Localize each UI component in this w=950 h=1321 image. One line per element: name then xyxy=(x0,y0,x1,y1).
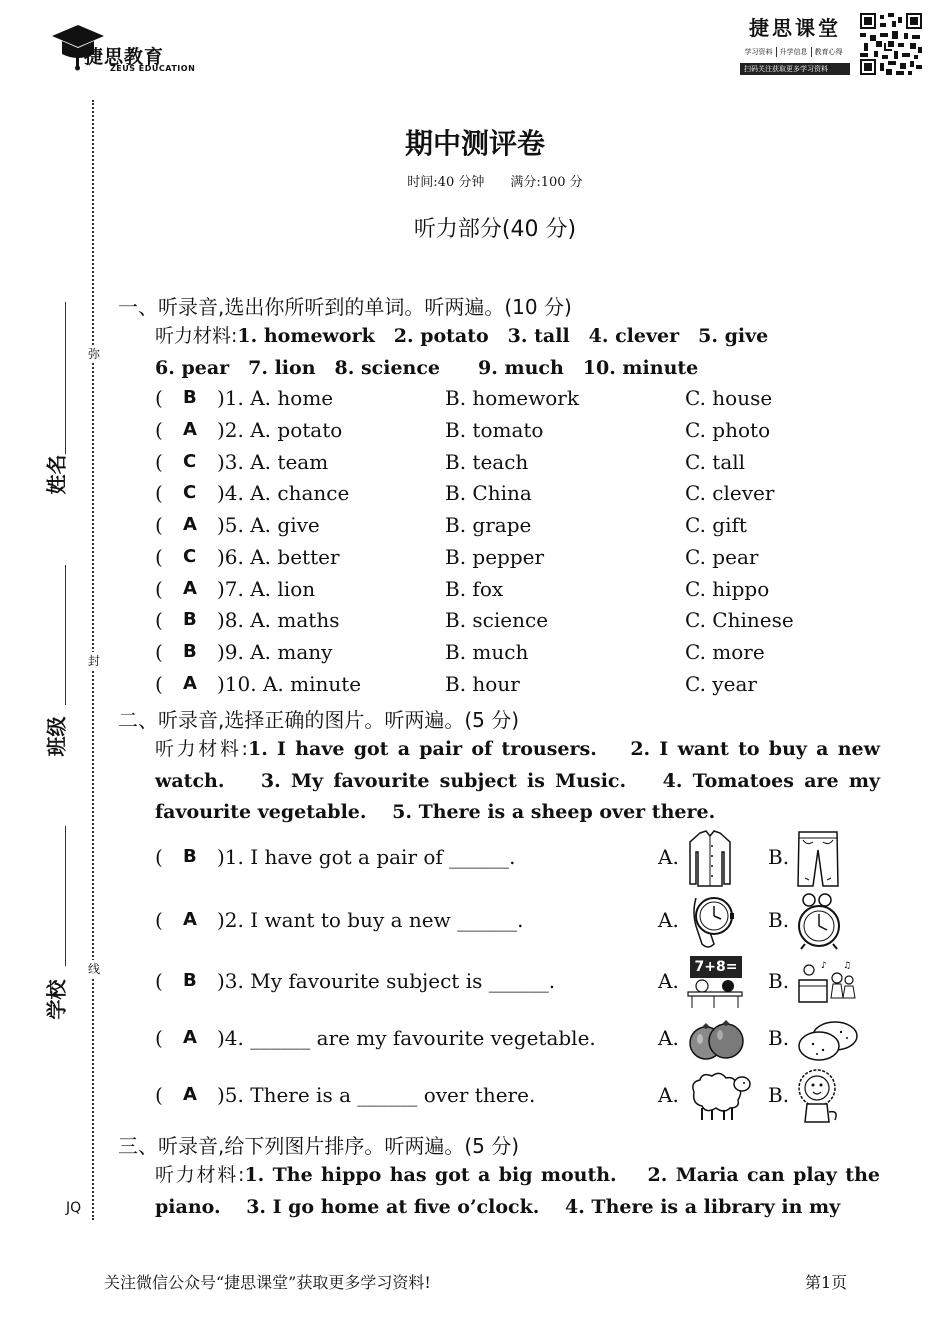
open-paren: ( xyxy=(155,969,163,993)
open-paren: ( xyxy=(155,908,163,932)
brand-block xyxy=(740,12,850,75)
open-paren: ( xyxy=(155,608,163,632)
svg-text:♪: ♪ xyxy=(821,961,827,971)
option-a: )2. A. potato xyxy=(217,418,343,442)
brand-tag: 教育心得 xyxy=(814,48,843,56)
open-paren: ( xyxy=(155,672,163,696)
option-a: )8. A. maths xyxy=(217,608,340,632)
section-1-heading: 一、听录音,选出你所听到的单词。听两遍。(10 分) xyxy=(118,295,572,319)
question-text: )3. My favourite subject is ______. xyxy=(217,969,556,993)
option-c: C. house xyxy=(685,386,773,410)
option-c: C. pear xyxy=(685,545,759,569)
seal-char: 线 xyxy=(88,962,101,976)
option-b: B. teach xyxy=(445,450,529,474)
potatoes-icon xyxy=(795,1018,861,1062)
open-paren: ( xyxy=(155,1083,163,1107)
lion-icon xyxy=(795,1068,843,1124)
music-class-icon xyxy=(795,958,859,1008)
open-paren: ( xyxy=(155,640,163,664)
option-c: C. gift xyxy=(685,513,747,537)
question-text: )2. I want to buy a new ______. xyxy=(217,908,524,932)
answer: C xyxy=(183,451,197,472)
answer: A xyxy=(183,1084,197,1105)
option-a: )3. A. team xyxy=(217,450,329,474)
section-3-heading: 三、听录音,给下列图片排序。听两遍。(5 分) xyxy=(118,1134,520,1158)
logo-text: 捷思教育 xyxy=(84,46,165,68)
section-2-material xyxy=(155,734,880,829)
material-text: 1. The hippo has got a big mouth. 2. Maria can play the piano. 3. I go home at five o’clock. 4. There is a library in my xyxy=(155,1164,880,1218)
open-paren: ( xyxy=(155,418,163,442)
option-a: )9. A. many xyxy=(217,640,333,664)
brand-tag: 学习资料 xyxy=(745,47,777,57)
option-a-label: A. xyxy=(658,1083,679,1107)
option-c: C. clever xyxy=(685,481,775,505)
open-paren: ( xyxy=(155,450,163,474)
material-line: 6. pear 7. lion 8. science 9. much 10. minute xyxy=(155,356,699,379)
sheep-icon xyxy=(686,1070,754,1122)
answer: B xyxy=(183,609,197,630)
answer: B xyxy=(183,641,197,662)
name-field-line xyxy=(65,302,66,454)
logo-subtext: ZEUS EDUCATION xyxy=(110,64,196,73)
answer: B xyxy=(183,970,197,991)
answer: B xyxy=(183,387,197,408)
qr-code-icon xyxy=(860,13,922,75)
option-c: C. Chinese xyxy=(685,608,794,632)
answer: A xyxy=(183,578,197,599)
brand-bar: 扫码关注获取更多学习资料 xyxy=(740,63,850,75)
answer: A xyxy=(183,514,197,535)
tomatoes-icon xyxy=(686,1017,746,1063)
option-b: B. homework xyxy=(445,386,579,410)
material-lead: 听力材料: xyxy=(155,325,238,347)
option-b-label: B. xyxy=(768,845,790,869)
option-c: C. photo xyxy=(685,418,771,442)
option-a: )5. A. give xyxy=(217,513,320,537)
option-a: )7. A. lion xyxy=(217,577,316,601)
section-2-heading: 二、听录音,选择正确的图片。听两遍。(5 分) xyxy=(118,708,520,732)
class-field-line xyxy=(65,565,66,705)
shirt-icon xyxy=(686,830,734,888)
school-field-line xyxy=(65,826,66,966)
option-b: B. tomato xyxy=(445,418,544,442)
seal-char: 弥 xyxy=(88,347,101,361)
option-c: C. year xyxy=(685,672,757,696)
answer: C xyxy=(183,482,197,503)
option-c: C. hippo xyxy=(685,577,770,601)
open-paren: ( xyxy=(155,386,163,410)
open-paren: ( xyxy=(155,577,163,601)
open-paren: ( xyxy=(155,545,163,569)
option-a-label: A. xyxy=(658,969,679,993)
material-line xyxy=(155,321,880,353)
option-b: B. hour xyxy=(445,672,520,696)
section-3-material xyxy=(155,1160,880,1223)
alarm-clock-icon xyxy=(795,892,843,950)
option-a-label: A. xyxy=(658,845,679,869)
answer: A xyxy=(183,419,197,440)
question-text: )5. There is a ______ over there. xyxy=(217,1083,536,1107)
answer: B xyxy=(183,846,197,867)
students-icon xyxy=(686,978,744,1008)
exam-title: 期中测评卷 xyxy=(404,127,545,160)
option-b-label: B. xyxy=(768,908,790,932)
trousers-icon xyxy=(795,830,841,888)
footer-promo: 关注微信公众号“捷思课堂”获取更多学习资料! xyxy=(104,1273,431,1292)
option-b-label: B. xyxy=(768,1083,790,1107)
open-paren: ( xyxy=(155,481,163,505)
logo xyxy=(50,22,200,77)
option-a: )4. A. chance xyxy=(217,481,350,505)
option-b: B. fox xyxy=(445,577,504,601)
option-b: B. grape xyxy=(445,513,532,537)
option-a: )10. A. minute xyxy=(217,672,362,696)
class-label: 班级 xyxy=(44,716,69,757)
wristwatch-icon xyxy=(686,892,738,950)
paper-code: JQ xyxy=(66,1200,82,1216)
option-a-label: A. xyxy=(658,908,679,932)
section-1-material xyxy=(155,321,880,384)
option-a-label: A. xyxy=(658,1026,679,1050)
option-b: B. much xyxy=(445,640,529,664)
option-c: C. more xyxy=(685,640,765,664)
answer: C xyxy=(183,546,197,567)
brand-tag: 升学信息 xyxy=(780,47,812,57)
material-lead: 听力材料: xyxy=(155,738,248,760)
maths-class-picture xyxy=(686,956,744,1008)
material-text: 1. I have got a pair of trousers. 2. I want to buy a new watch. 3. My favourite subject is Music. 4. Tomatoes are my favourite vegetable. 5. There is a sheep over there. xyxy=(155,738,880,823)
brand-title: 捷思课堂 xyxy=(749,16,841,40)
open-paren: ( xyxy=(155,513,163,537)
option-c: C. tall xyxy=(685,450,746,474)
open-paren: ( xyxy=(155,845,163,869)
blackboard: 7+8= xyxy=(690,956,742,978)
svg-text:♫: ♫ xyxy=(843,961,852,971)
material-text: 1. homework 2. potato 3. tall 4. clever 5. give xyxy=(237,325,769,347)
question-text: )1. I have got a pair of ______. xyxy=(217,845,516,869)
option-b: B. science xyxy=(445,608,549,632)
name-label: 姓名 xyxy=(44,454,69,495)
option-a: )1. A. home xyxy=(217,386,334,410)
material-lead: 听力材料: xyxy=(155,1164,245,1186)
option-a: )6. A. better xyxy=(217,545,340,569)
exam-info: 时间:40 分钟 满分:100 分 xyxy=(407,175,583,190)
answer: A xyxy=(183,673,197,694)
page-number: 第1页 xyxy=(805,1273,848,1292)
answer: A xyxy=(183,909,197,930)
option-b-label: B. xyxy=(768,1026,790,1050)
school-label: 学校 xyxy=(44,979,69,1020)
seal-char: 封 xyxy=(88,654,101,668)
brand-tags xyxy=(740,47,850,57)
option-b: B. pepper xyxy=(445,545,545,569)
answer: A xyxy=(183,1027,197,1048)
option-b: B. China xyxy=(445,481,532,505)
question-text: )4. ______ are my favourite vegetable. xyxy=(217,1026,596,1050)
option-b-label: B. xyxy=(768,969,790,993)
part-title: 听力部分(40 分) xyxy=(413,217,577,242)
open-paren: ( xyxy=(155,1026,163,1050)
